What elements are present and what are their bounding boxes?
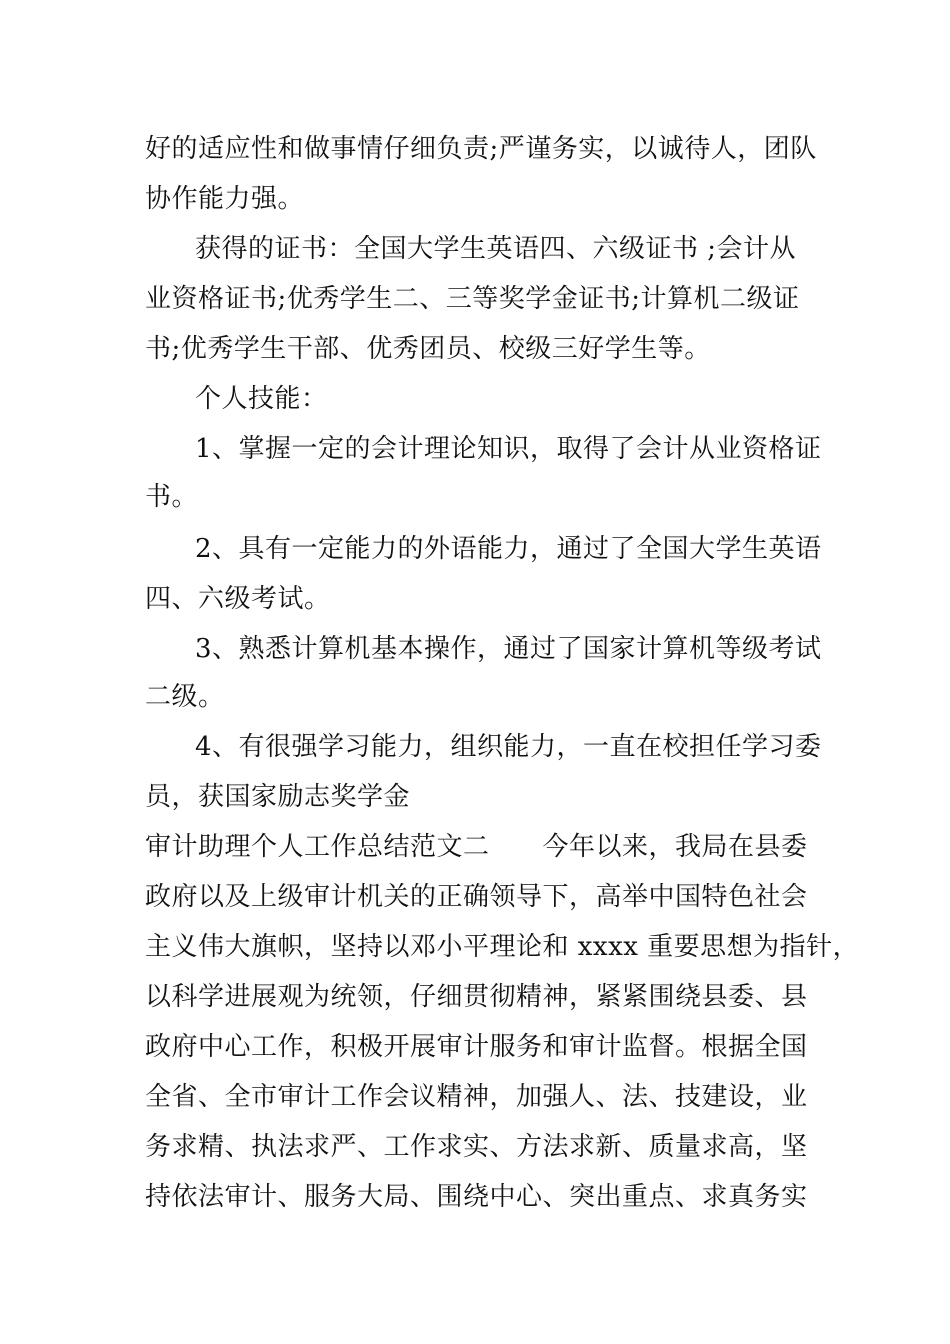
text-line: 以科学进展观为统领，仔细贯彻精神，紧紧围绕县委、县: [145, 982, 808, 1012]
text-line: 1、掌握一定的会计理论知识，取得了会计从业资格证: [195, 434, 822, 464]
text-line: 4、有很强学习能力，组织能力，一直在校担任学习委: [195, 732, 822, 762]
text-line: 书。: [145, 482, 199, 512]
text-line: 书;优秀学生干部、优秀团员、校级三好学生等。: [145, 334, 711, 364]
text-line: 2、具有一定能力的外语能力，通过了全国大学生英语: [195, 534, 822, 564]
text-line: 全省、全市审计工作会议精神，加强人、法、技建设，业: [145, 1082, 808, 1112]
text-line: 政府中心工作，积极开展审计服务和审计监督。根据全国: [145, 1032, 808, 1062]
text-line: 主义伟大旗帜，坚持以邓小平理论和 xxxx 重要思想为指针，: [145, 932, 860, 962]
text-line: 持依法审计、服务大局、围绕中心、突出重点、求真务实: [145, 1182, 808, 1212]
text-line: 3、熟悉计算机基本操作，通过了国家计算机等级考试: [195, 634, 822, 664]
text-line: 四、六级考试。: [145, 584, 331, 614]
text-line: 政府以及上级审计机关的正确领导下，高举中国特色社会: [145, 882, 808, 912]
text-line: 好的适应性和做事情仔细负责;严谨务实，以诚待人，团队: [145, 134, 817, 164]
text-line: 审计助理个人工作总结范文二 今年以来，我局在县委: [145, 832, 808, 862]
text-line: 业资格证书;优秀学生二、三等奖学金证书;计算机二级证: [145, 284, 800, 314]
text-line: 务求精、执法求严、工作求实、方法求新、质量求高，坚: [145, 1132, 808, 1162]
text-line: 协作能力强。: [145, 184, 305, 214]
section-heading: 个人技能：: [195, 384, 328, 414]
text-line: 员，获国家励志奖学金: [145, 782, 411, 812]
text-line: 二级。: [145, 682, 225, 712]
text-line: 获得的证书：全国大学生英语四、六级证书 ;会计从: [195, 234, 797, 264]
